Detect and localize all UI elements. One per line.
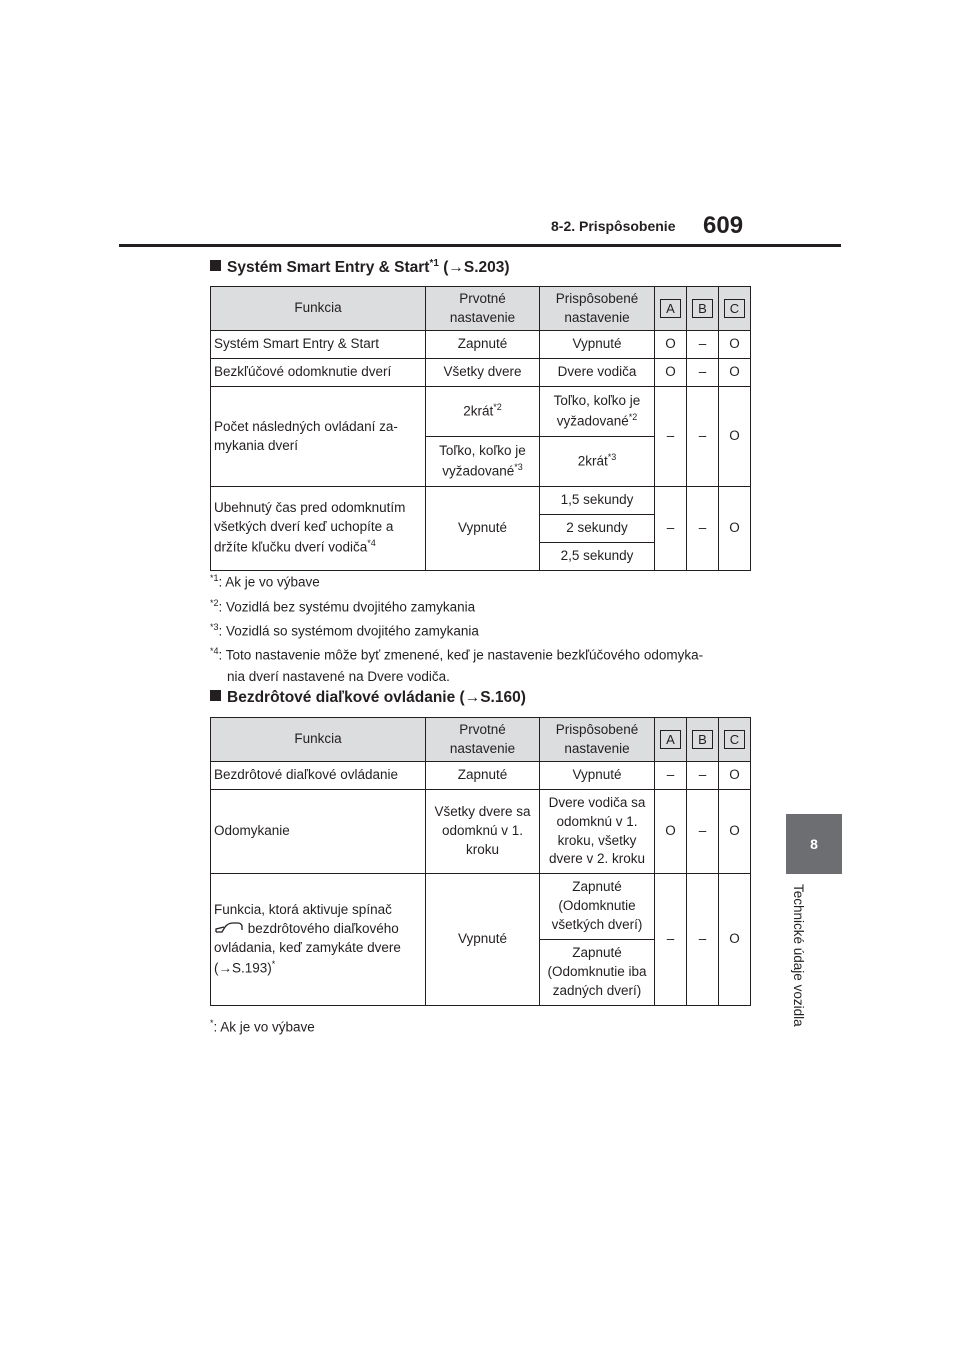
col-a xyxy=(655,718,687,762)
cell-a: O xyxy=(655,790,687,874)
cell-a: O xyxy=(655,359,687,387)
cell-custom: Zapnuté (Odomknutie iba zadných dverí) xyxy=(540,940,655,1006)
footnote-mark: *3 xyxy=(607,452,617,463)
cell-b: – xyxy=(687,387,719,487)
cell-custom: 2 sekundy xyxy=(540,515,655,543)
cell-b: – xyxy=(687,762,719,790)
cell-function xyxy=(211,487,426,571)
table-row xyxy=(211,762,751,790)
footnote-mark: *2 xyxy=(210,598,219,608)
cell-custom: Vypnuté xyxy=(540,762,655,790)
cell-default: Zapnuté xyxy=(426,331,540,359)
cell-default xyxy=(426,387,540,437)
footnote-continuation: nia dverí nastavené na Dvere vodiča. xyxy=(227,668,450,684)
cell-b: – xyxy=(687,487,719,571)
section1-title-ref: (→S.203) xyxy=(443,259,510,277)
footnote-mark: *1 xyxy=(210,573,219,583)
cell-a: – xyxy=(655,387,687,487)
section2-title-text: Bezdrôtové diaľkové ovládanie xyxy=(227,689,456,706)
table-header-row xyxy=(211,287,751,331)
footnote xyxy=(210,617,479,642)
cell-c: O xyxy=(719,762,751,790)
cell-custom: 1,5 sekundy xyxy=(540,487,655,515)
cell-default-text: 2krát xyxy=(463,403,494,419)
cell-c: O xyxy=(719,331,751,359)
cell-custom: Dvere vodiča sa odomknú v 1. kroku, všetky dvere v 2. kroku xyxy=(540,790,655,874)
col-custom: Prispôsobené nastavenie xyxy=(540,287,655,331)
footnote-text: : Vozidlá bez systému dvojitého zamykania xyxy=(218,599,476,615)
cell-function-text: Funkcia, ktorá aktivuje spínač xyxy=(214,901,392,917)
section1-title-text: Systém Smart Entry & Start xyxy=(227,259,430,277)
cell-b: – xyxy=(687,331,719,359)
col-custom: Prispôsobené nastavenie xyxy=(540,718,655,762)
car-key-icon xyxy=(214,921,244,935)
cell-custom: Dvere vodiča xyxy=(540,359,655,387)
col-function: Funkcia xyxy=(211,718,426,762)
cell-custom xyxy=(540,437,655,487)
header-rule xyxy=(119,244,841,247)
col-c xyxy=(719,718,751,762)
page-number: 609 xyxy=(703,212,744,239)
cell-a: O xyxy=(655,331,687,359)
cell-b: – xyxy=(687,790,719,874)
letter-b-icon: B xyxy=(692,299,713,318)
col-default: Prvotné nastavenie xyxy=(426,718,540,762)
table-row xyxy=(211,874,751,940)
section2-title-ref: (→S.160) xyxy=(459,689,526,706)
chapter-number: 8 xyxy=(810,836,818,852)
footnote xyxy=(210,568,320,593)
col-function: Funkcia xyxy=(211,287,426,331)
cell-custom: Vypnuté xyxy=(540,331,655,359)
cell-function-text: bezdrôtového diaľkového ovládania, keď zamykáte dvere xyxy=(214,920,401,955)
cell-function: Systém Smart Entry & Start xyxy=(211,331,426,359)
cell-function-text: Ubehnutý čas pred odomknutím všetkých dverí keď uchopíte a držíte kľučku dverí vodiča xyxy=(214,500,406,555)
cell-custom: 2,5 sekundy xyxy=(540,543,655,571)
letter-b-icon: B xyxy=(692,730,713,749)
table-row xyxy=(211,387,751,437)
cell-b: – xyxy=(687,874,719,1006)
section-heading: 8-2. Prispôsobenie xyxy=(551,218,676,234)
section2-table xyxy=(210,717,751,1006)
cell-function xyxy=(211,874,426,1006)
col-b xyxy=(687,718,719,762)
footnote-text: : Toto nastavenie môže byť zmenené, keď je nastavenie bezkľúčového odomyka- xyxy=(218,647,704,663)
chapter-label: Technické údaje vozidla xyxy=(791,884,806,1027)
table-row xyxy=(211,487,751,515)
footnote xyxy=(210,593,475,618)
footnote-mark: * xyxy=(271,958,276,969)
footnote-mark: *2 xyxy=(493,402,502,413)
chapter-tab xyxy=(786,814,842,874)
cell-default: Všetky dvere xyxy=(426,359,540,387)
footnote xyxy=(210,641,703,687)
footnote-mark: *4 xyxy=(367,538,376,549)
cell-c: O xyxy=(719,874,751,1006)
letter-c-icon: C xyxy=(724,299,745,318)
section1-table xyxy=(210,286,751,571)
col-a xyxy=(655,287,687,331)
cell-function: Bezdrôtové diaľkové ovládanie xyxy=(211,762,426,790)
cell-default: Vypnuté xyxy=(426,487,540,571)
table-row xyxy=(211,359,751,387)
table-header-row xyxy=(211,718,751,762)
cell-default-text: Toľko, koľko je vyžadované xyxy=(439,442,526,479)
bullet-square-icon xyxy=(210,260,221,271)
cell-b: – xyxy=(687,359,719,387)
footnote xyxy=(210,1013,315,1038)
cell-custom-text: 2krát xyxy=(577,453,608,469)
cell-function: Počet následných ovládaní za-mykania dverí xyxy=(211,387,426,487)
cell-a: – xyxy=(655,874,687,1006)
cell-c: O xyxy=(719,359,751,387)
cell-custom-text: Toľko, koľko je vyžadované xyxy=(553,392,641,429)
section2-title xyxy=(210,689,526,707)
section1-title-sup: *1 xyxy=(429,258,439,269)
col-c xyxy=(719,287,751,331)
footnote-mark: * xyxy=(210,1018,214,1028)
letter-a-icon: A xyxy=(660,299,681,318)
cell-function: Odomykanie xyxy=(211,790,426,874)
cell-c: O xyxy=(719,387,751,487)
cell-a: – xyxy=(655,487,687,571)
cell-a: – xyxy=(655,762,687,790)
footnote-mark: *4 xyxy=(210,646,219,656)
bullet-square-icon xyxy=(210,690,221,701)
table-row xyxy=(211,331,751,359)
col-default: Prvotné nastavenie xyxy=(426,287,540,331)
section1-title xyxy=(210,258,510,277)
footnote-text: : Vozidlá so systémom dvojitého zamykania xyxy=(218,623,479,639)
cell-default: Všetky dvere sa odomknú v 1. kroku xyxy=(426,790,540,874)
cell-default: Vypnuté xyxy=(426,874,540,1006)
footnote-text: : Ak je vo výbave xyxy=(218,574,320,590)
cell-c: O xyxy=(719,790,751,874)
footnote-mark: *3 xyxy=(210,622,219,632)
letter-c-icon: C xyxy=(724,730,745,749)
letter-a-icon: A xyxy=(660,730,681,749)
cell-function: Bezkľúčové odomknutie dverí xyxy=(211,359,426,387)
footnote-mark: *3 xyxy=(514,461,523,472)
footnote-text: : Ak je vo výbave xyxy=(213,1019,315,1035)
table-row xyxy=(211,790,751,874)
cell-custom: Zapnuté (Odomknutie všetkých dverí) xyxy=(540,874,655,940)
cell-function-ref: (→S.193) xyxy=(214,960,272,976)
cell-default: Zapnuté xyxy=(426,762,540,790)
footnote-mark: *2 xyxy=(628,411,638,422)
cell-c: O xyxy=(719,487,751,571)
cell-default xyxy=(426,437,540,487)
col-b xyxy=(687,287,719,331)
cell-custom xyxy=(540,387,655,437)
